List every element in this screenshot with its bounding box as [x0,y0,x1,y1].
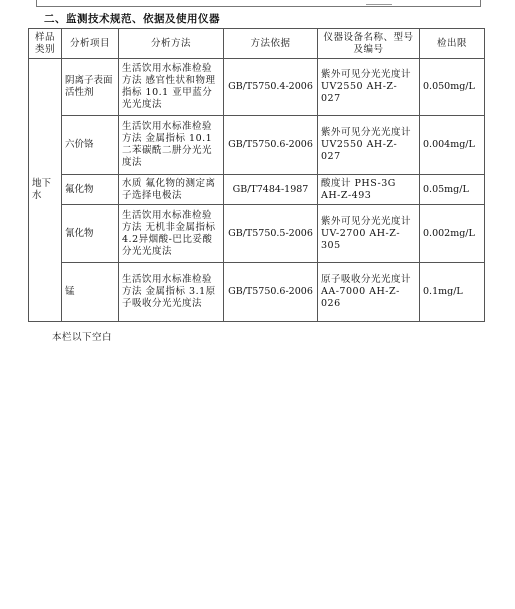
instrument-cell: 紫外可见分光光度计 UV-2700 AH-Z-305 [318,205,420,263]
monitoring-methods-table [28,28,485,322]
instrument-cell: 酸度计 PHS-3G AH-Z-493 [318,175,420,205]
header-rule-mid-mark [366,0,392,5]
header-rule-right-tick [480,0,481,6]
analysis-item-cell: 锰 [62,263,119,322]
blank-below-note: 本栏以下空白 [52,332,113,343]
sample-category-cell: 地下水 [29,59,62,322]
analysis-item-cell: 氰化物 [62,205,119,263]
method-basis-cell: GB/T5750.6-2006 [224,263,318,322]
detection-limit-cell: 0.050mg/L [420,59,485,116]
detection-limit-cell: 0.002mg/L [420,205,485,263]
detection-limit-cell: 0.05mg/L [420,175,485,205]
detection-limit-cell: 0.004mg/L [420,116,485,175]
analysis-method-cell: 生活饮用水标准检验方法 感官性状和物理指标 10.1 亚甲蓝分光光度法 [119,59,224,116]
table-header-row [29,29,485,59]
table-row [29,116,485,175]
page-header-rule [36,0,481,7]
section-title: 二、监测技术规范、依据及使用仪器 [44,13,220,25]
analysis-method-cell: 生活饮用水标准检验方法 金属指标 3.1原子吸收分光光度法 [119,263,224,322]
method-basis-cell: GB/T5750.4-2006 [224,59,318,116]
instrument-cell: 紫外可见分光光度计 UV2550 AH-Z-027 [318,116,420,175]
header-sample-category: 样品类别 [29,29,62,59]
method-basis-cell: GB/T5750.5-2006 [224,205,318,263]
table-row [29,175,485,205]
header-analysis-method: 分析方法 [119,29,224,59]
instrument-cell: 紫外可见分光光度计 UV2550 AH-Z-027 [318,59,420,116]
analysis-method-cell: 生活饮用水标准检验方法 无机非金属指标 4.2异烟酸-巴比妥酸分光光度法 [119,205,224,263]
header-method-basis: 方法依据 [224,29,318,59]
analysis-item-cell: 氟化物 [62,175,119,205]
table-row [29,59,485,116]
detection-limit-cell: 0.1mg/L [420,263,485,322]
header-analysis-item: 分析项目 [62,29,119,59]
method-basis-cell: GB/T7484-1987 [224,175,318,205]
header-rule-left-tick [36,0,37,6]
header-instrument: 仪器设备名称、型号及编号 [318,29,420,59]
analysis-item-cell: 六价铬 [62,116,119,175]
instrument-cell: 原子吸收分光光度计 AA-7000 AH-Z-026 [318,263,420,322]
analysis-method-cell: 水质 氟化物的测定离子选择电极法 [119,175,224,205]
analysis-item-cell: 阴离子表面活性剂 [62,59,119,116]
table-row [29,263,485,322]
header-detection-limit: 检出限 [420,29,485,59]
table-row [29,205,485,263]
method-basis-cell: GB/T5750.6-2006 [224,116,318,175]
analysis-method-cell: 生活饮用水标准检验方法 金属指标 10.1 二苯碳酰二肼分光光度法 [119,116,224,175]
